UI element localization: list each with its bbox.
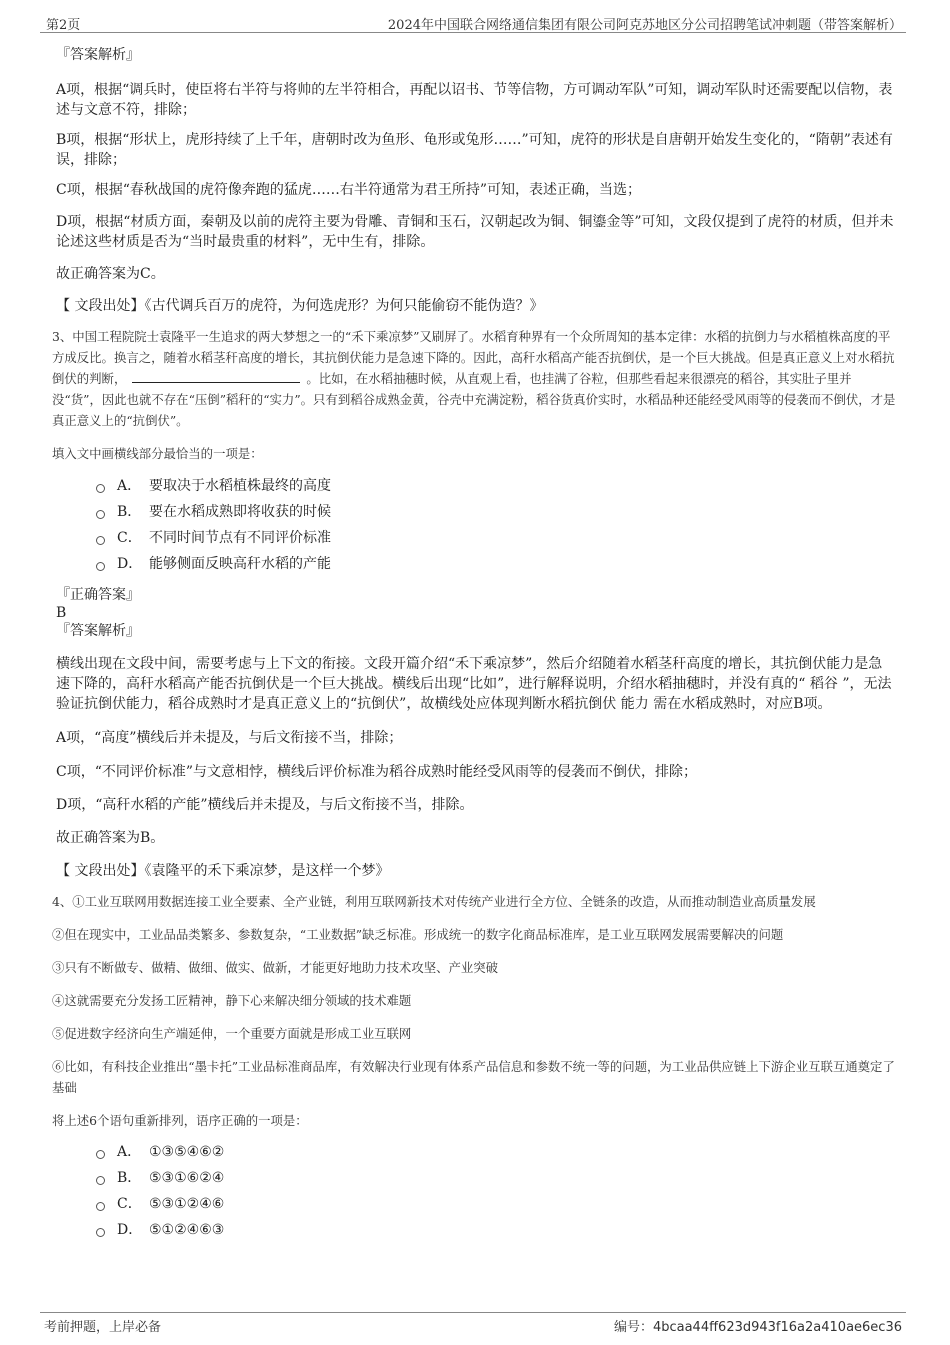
q2-analysis-c: C项，根据“春秋战国的虎符像奔跑的猛虎……右半符通常为君王所持”可知，表述正确，当选； <box>56 182 642 198</box>
q4-option-b[interactable]: B． ⑤③①⑥②④ <box>96 1169 896 1187</box>
document-body <box>52 44 896 1239</box>
q4-sentence-2: ②但在现实中，工业品品类繁多、参数复杂，“工业数据”缺乏标准。形成统一的数字化商品标准库，是工业互联网发展需要解决的问题 <box>52 927 784 942</box>
footer-slogan: 考前押题，上岸必备 <box>44 1320 162 1335</box>
document-title: 2024年中国联合网络通信集团有限公司阿克苏地区分公司招聘笔试冲刺题（带答案解析） <box>387 18 902 33</box>
radio-icon[interactable] <box>96 1228 105 1237</box>
q4-option-c-text: ⑤③①②④⑥ <box>149 1196 225 1212</box>
q4-sentence-4: ④这就需要充分发扬工匠精神，静下心来解决细分领域的技术难题 <box>52 993 412 1008</box>
page-footer <box>40 1312 906 1335</box>
q4-option-c[interactable]: C． ⑤③①②④⑥ <box>96 1195 896 1213</box>
radio-icon[interactable] <box>96 510 105 519</box>
q3-source: 【 文段出处】《袁隆平的禾下乘凉梦，是这样一个梦》 <box>56 863 390 879</box>
q3-answer: B <box>56 605 67 621</box>
q3-analysis-main: 横线出现在文段中间，需要考虑与上下文的衔接。文段开篇介绍“禾下乘凉梦”，然后介绍随着水稻茎秆高度的增长，其抗倒伏能力是急速下降的，高秆水稻高产能否抗倒伏是一个巨大挑战。横线后出现“比如”，进行解释说明，介绍水稻抽穗时，并没有真的“ 稻谷 ”，无法验证抗倒伏能力，稻谷成熟时才是真正意义上的“抗倒伏”，故横线处应体现判断水稻抗倒伏 能力 需在水稻成熟时，对应B项。 <box>56 656 892 712</box>
q3-conclusion: 故正确答案为B。 <box>56 830 165 846</box>
q4-prompt: 将上述6个语句重新排列，语序正确的一项是： <box>52 1113 308 1128</box>
q2-analysis-a: A项，根据“调兵时，使臣将右半符与将帅的左半符相合，再配以诏书、节等信物，方可调动军队”可知，调动军队时还需要配以信物，表述与文意不符，排除； <box>56 82 893 118</box>
q3-stem <box>52 326 896 431</box>
q3-option-a-text: 要取决于水稻植株最终的高度 <box>149 478 331 494</box>
q3-analysis-d: D项，“高秆水稻的产能”横线后并未提及，与后文衔接不当，排除。 <box>56 797 474 813</box>
q2-analysis-b: B项，根据“形状上，虎形持续了上千年，唐朝时改为鱼形、龟形或兔形……”可知，虎符的形状是自唐朝开始发生变化的，“隋朝”表述有误，排除； <box>56 132 893 168</box>
q4-option-a-text: ①③⑤④⑥② <box>149 1144 225 1160</box>
footer-code-label: 编号： <box>613 1320 653 1335</box>
radio-icon[interactable] <box>96 1150 105 1159</box>
q3-analysis-c: C项，“不同评价标准”与文意相悖，横线后评价标准为稻谷成熟时能经受风雨等的侵袭而不倒伏，排除； <box>56 764 698 780</box>
q4-option-d[interactable]: D． ⑤①②④⑥③ <box>96 1221 896 1239</box>
q4-sentence-6: ⑥比如，有科技企业推出“墨卡托”工业品标准商品库，有效解决行业现有体系产品信息和参数不统一等的问题，为工业品供应链上下游企业互联互通奠定了基础 <box>52 1059 895 1095</box>
page-header <box>40 14 906 33</box>
q3-option-b[interactable]: B． 要在水稻成熟即将收获的时候 <box>96 503 896 521</box>
q3-option-b-text: 要在水稻成熟即将收获的时候 <box>149 504 331 520</box>
radio-icon[interactable] <box>96 1202 105 1211</box>
q2-analysis-label: 『答案解析』 <box>56 47 140 63</box>
radio-icon[interactable] <box>96 484 105 493</box>
q2-analysis-d: D项，根据“材质方面，秦朝及以前的虎符主要为骨雕、青铜和玉石，汉朝起改为铜、铜鎏金等”可知，文段仅提到了虎符的材质，但并未论述这些材质是否为“当时最贵重的材料”，无中生有，排除。 <box>56 214 894 250</box>
q3-option-d[interactable]: D． 能够侧面反映高秆水稻的产能 <box>96 555 896 573</box>
radio-icon[interactable] <box>96 536 105 545</box>
q2-conclusion: 故正确答案为C。 <box>56 266 165 282</box>
q4-sentence-5: ⑤促进数字经济向生产端延伸，一个重要方面就是形成工业互联网 <box>52 1026 412 1041</box>
q3-option-a[interactable]: A． 要取决于水稻植株最终的高度 <box>96 477 896 495</box>
q3-analysis-a: A项，“高度”横线后并未提及，与后文衔接不当，排除； <box>56 730 403 746</box>
q3-option-c[interactable]: C． 不同时间节点有不同评价标准 <box>96 529 896 547</box>
q4-option-a[interactable]: A． ①③⑤④⑥② <box>96 1143 896 1161</box>
radio-icon[interactable] <box>96 562 105 571</box>
q4-options <box>56 1143 896 1239</box>
q3-option-d-text: 能够侧面反映高秆水稻的产能 <box>149 556 331 572</box>
q4-option-d-text: ⑤①②④⑥③ <box>149 1222 225 1238</box>
footer-code <box>614 1316 902 1335</box>
radio-icon[interactable] <box>96 1176 105 1185</box>
footer-code-value: 4bcaa44ff623d943f16a2a410ae6ec36 <box>652 1320 902 1335</box>
q4-sentence-3: ③只有不断做专、做精、做细、做实、做新，才能更好地助力技术攻坚、产业突破 <box>52 960 499 975</box>
q3-stem-part1: 3、中国工程院院士袁隆平一生追求的两大梦想之一的“禾下乘凉梦”又刷屏了。水稻育种界有一个众所周知的基本定律：水稻的抗倒力与水稻植株高度的平方成反比。换言之，随着水稻茎秆高度的增长，其抗倒伏能力是急速下降的。因此，高秆水稻高产能否抗倒伏，是一个巨大挑战。但是真正意义上对水稻抗倒伏的判断， <box>52 329 895 386</box>
q3-analysis-label: 『答案解析』 <box>56 623 140 639</box>
q3-blank-line <box>132 370 300 383</box>
q3-stem-part2: 。比如，在水稻抽穗时候，从直观上看，也挂满了谷粒，但那些看起来很漂亮的稻谷，其实肚子里并没“货”，因此也就不存在“压倒”稻秆的“实力”。只有到稻谷成熟金黄，谷壳中充满淀粉，稻谷货真价实时，水稻品种还能经受风雨等的侵袭而不倒伏，才是真正意义上的“抗倒伏”。 <box>52 371 896 428</box>
q3-prompt: 填入文中画横线部分最恰当的一项是： <box>52 446 263 461</box>
q4-option-b-text: ⑤③①⑥②④ <box>149 1170 225 1186</box>
q2-source: 【 文段出处】《古代调兵百万的虎符，为何选虎形？为何只能偷窃不能伪造？》 <box>56 298 544 314</box>
q3-answer-label: 『正确答案』 <box>56 587 140 603</box>
q4-sentence-1: 4、①工业互联网用数据连接工业全要素、全产业链，利用互联网新技术对传统产业进行全方位、全链条的改造，从而推动制造业高质量发展 <box>52 894 816 909</box>
q3-option-c-text: 不同时间节点有不同评价标准 <box>149 530 331 546</box>
q3-options <box>56 477 896 573</box>
page-number: 第2页 <box>46 18 81 33</box>
